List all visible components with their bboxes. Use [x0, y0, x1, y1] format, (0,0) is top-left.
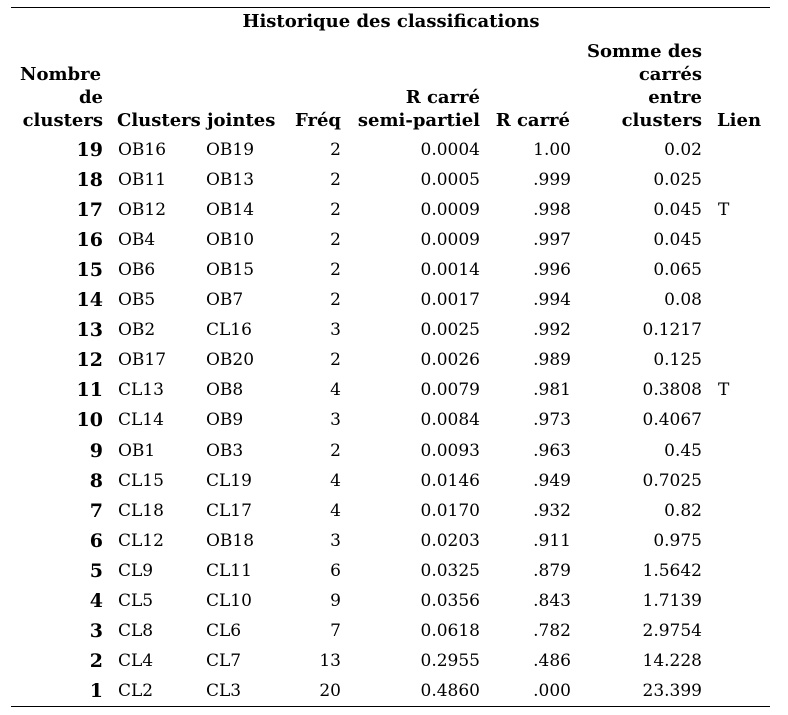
cluster-count: 18	[76, 169, 103, 192]
frequency: 2	[330, 260, 341, 281]
header-line: de	[78, 87, 103, 108]
between-cluster-ss: 0.3808	[642, 380, 702, 401]
r-squared: .911	[533, 530, 571, 551]
joined-cluster-2: OB14	[206, 200, 255, 221]
cluster-count: 16	[76, 229, 103, 252]
tie-flag: T	[718, 380, 730, 401]
header-line: clusters	[621, 110, 702, 131]
table-row	[0, 135, 788, 165]
joined-cluster-2: OB8	[206, 380, 244, 401]
r-squared: .989	[533, 350, 571, 371]
joined-cluster-1: OB1	[118, 440, 156, 461]
frequency: 20	[319, 680, 341, 701]
joined-cluster-2: OB13	[206, 170, 255, 191]
table-row	[0, 556, 788, 586]
cluster-count: 4	[89, 589, 103, 612]
semi-partial-r-squared: 0.0170	[420, 500, 480, 521]
r-squared: .994	[533, 290, 571, 311]
frequency: 3	[330, 530, 341, 551]
between-cluster-ss: 0.045	[653, 200, 702, 221]
table-row	[0, 315, 788, 345]
between-cluster-ss: 0.08	[664, 290, 702, 311]
header-line: Somme des	[587, 41, 702, 62]
header-line: clusters	[22, 110, 103, 131]
frequency: 6	[330, 560, 341, 581]
header-somme-des-carres	[580, 40, 702, 132]
frequency: 2	[330, 170, 341, 191]
table-row	[0, 526, 788, 556]
semi-partial-r-squared: 0.0014	[420, 260, 480, 281]
table-row	[0, 586, 788, 616]
frequency: 2	[330, 290, 341, 311]
semi-partial-r-squared: 0.0005	[420, 170, 480, 191]
joined-cluster-2: CL19	[206, 470, 252, 491]
frequency: 4	[330, 470, 341, 491]
joined-cluster-1: CL9	[118, 560, 154, 581]
semi-partial-r-squared: 0.0026	[420, 350, 480, 371]
header-lien: Lien	[717, 110, 762, 131]
joined-cluster-1: OB11	[118, 170, 167, 191]
joined-cluster-2: OB15	[206, 260, 255, 281]
header-line: semi-partiel	[357, 110, 480, 131]
semi-partial-r-squared: 0.0079	[420, 380, 480, 401]
r-squared: .973	[533, 410, 571, 431]
joined-cluster-1: OB12	[118, 200, 167, 221]
table-row	[0, 255, 788, 285]
semi-partial-r-squared: 0.0009	[420, 230, 480, 251]
r-squared: .981	[533, 380, 571, 401]
joined-cluster-1: CL15	[118, 470, 164, 491]
cluster-count: 12	[76, 349, 103, 372]
between-cluster-ss: 14.228	[642, 650, 702, 671]
semi-partial-r-squared: 0.0025	[420, 320, 480, 341]
frequency: 3	[330, 410, 341, 431]
header-nombre-de-clusters	[20, 63, 103, 132]
joined-cluster-2: CL6	[206, 620, 242, 641]
semi-partial-r-squared: 0.0356	[420, 590, 480, 611]
semi-partial-r-squared: 0.0084	[420, 410, 480, 431]
joined-cluster-2: CL3	[206, 680, 242, 701]
joined-cluster-2: OB7	[206, 290, 244, 311]
table-row	[0, 496, 788, 526]
tie-flag: T	[718, 200, 730, 221]
cluster-count: 14	[76, 289, 103, 312]
between-cluster-ss: 0.975	[653, 530, 702, 551]
joined-cluster-1: CL18	[118, 500, 164, 521]
semi-partial-r-squared: 0.0093	[420, 440, 480, 461]
cluster-count: 2	[89, 649, 103, 672]
joined-cluster-2: CL10	[206, 590, 252, 611]
table-row	[0, 225, 788, 255]
joined-cluster-1: OB4	[118, 230, 156, 251]
cluster-count: 3	[89, 619, 103, 642]
between-cluster-ss: 0.025	[653, 170, 702, 191]
between-cluster-ss: 0.125	[653, 350, 702, 371]
r-squared: 1.00	[533, 140, 571, 160]
joined-cluster-1: CL13	[118, 380, 164, 401]
cluster-count: 7	[89, 499, 103, 522]
header-clusters-jointes: Clusters jointes	[117, 110, 276, 131]
cluster-count: 10	[76, 409, 103, 432]
joined-cluster-2: OB9	[206, 410, 244, 431]
cluster-count: 15	[76, 259, 103, 282]
between-cluster-ss: 1.5642	[642, 560, 702, 581]
cluster-count: 13	[76, 319, 103, 342]
cluster-count: 6	[89, 529, 103, 552]
frequency: 2	[330, 140, 341, 160]
frequency: 2	[330, 440, 341, 461]
joined-cluster-1: OB2	[118, 320, 156, 341]
bottom-rule	[11, 706, 770, 707]
between-cluster-ss: 23.399	[642, 680, 702, 701]
frequency: 2	[330, 200, 341, 221]
cluster-count: 5	[89, 559, 103, 582]
table-row	[0, 405, 788, 435]
table-row	[0, 345, 788, 375]
r-squared: .996	[533, 260, 571, 281]
between-cluster-ss: 1.7139	[642, 590, 702, 611]
between-cluster-ss: 0.045	[653, 230, 702, 251]
joined-cluster-1: CL12	[118, 530, 164, 551]
semi-partial-r-squared: 0.2955	[420, 650, 480, 671]
header-r-carre-semi-partiel	[352, 86, 480, 132]
between-cluster-ss: 0.7025	[642, 470, 702, 491]
joined-cluster-1: OB17	[118, 350, 167, 371]
between-cluster-ss: 0.45	[664, 440, 702, 461]
joined-cluster-1: OB5	[118, 290, 156, 311]
r-squared: .999	[533, 170, 571, 191]
table-row	[0, 375, 788, 405]
joined-cluster-2: OB3	[206, 440, 244, 461]
joined-cluster-2: CL11	[206, 560, 252, 581]
between-cluster-ss: 2.9754	[642, 620, 702, 641]
joined-cluster-1: CL14	[118, 410, 164, 431]
semi-partial-r-squared: 0.0325	[420, 560, 480, 581]
semi-partial-r-squared: 0.0203	[420, 530, 480, 551]
header-line: Nombre	[20, 64, 102, 85]
between-cluster-ss: 0.1217	[642, 320, 702, 341]
table-row	[0, 285, 788, 315]
between-cluster-ss: 0.82	[664, 500, 702, 521]
r-squared: .949	[533, 470, 571, 491]
header-r-carre: R carré	[495, 110, 570, 131]
frequency: 13	[319, 650, 341, 671]
frequency: 9	[330, 590, 341, 611]
r-squared: .932	[533, 500, 571, 521]
semi-partial-r-squared: 0.0004	[420, 140, 480, 160]
joined-cluster-1: CL5	[118, 590, 154, 611]
joined-cluster-1: CL4	[118, 650, 154, 671]
table-row	[0, 466, 788, 496]
joined-cluster-1: OB6	[118, 260, 156, 281]
table-row	[0, 616, 788, 646]
r-squared: .782	[533, 620, 571, 641]
r-squared: .486	[533, 650, 571, 671]
header-line: R carré	[405, 87, 480, 108]
table-row	[0, 646, 788, 676]
table-row	[0, 676, 788, 706]
cluster-count: 9	[89, 439, 103, 462]
joined-cluster-2: CL16	[206, 320, 252, 341]
r-squared: .963	[533, 440, 571, 461]
joined-cluster-2: OB10	[206, 230, 255, 251]
table-row	[0, 195, 788, 225]
header-line: carrés	[638, 64, 702, 85]
header-line: entre	[648, 87, 702, 108]
table-row	[0, 165, 788, 195]
frequency: 4	[330, 380, 341, 401]
frequency: 2	[330, 350, 341, 371]
frequency: 2	[330, 230, 341, 251]
cluster-count: 1	[89, 679, 103, 702]
semi-partial-r-squared: 0.0017	[420, 290, 480, 311]
cluster-count: 19	[76, 139, 103, 161]
semi-partial-r-squared: 0.0146	[420, 470, 480, 491]
r-squared: .000	[533, 680, 571, 701]
cluster-count: 17	[76, 199, 103, 222]
r-squared: .879	[533, 560, 571, 581]
r-squared: .992	[533, 320, 571, 341]
joined-cluster-2: OB18	[206, 530, 255, 551]
r-squared: .997	[533, 230, 571, 251]
cluster-count: 8	[89, 469, 103, 492]
joined-cluster-1: CL2	[118, 680, 154, 701]
between-cluster-ss: 0.065	[653, 260, 702, 281]
table-title: Historique des classifications	[242, 11, 540, 32]
frequency: 4	[330, 500, 341, 521]
semi-partial-r-squared: 0.0009	[420, 200, 480, 221]
header-freq: Fréq	[295, 110, 341, 131]
top-rule	[11, 7, 770, 8]
joined-cluster-1: CL8	[118, 620, 154, 641]
joined-cluster-2: CL7	[206, 650, 242, 671]
frequency: 7	[330, 620, 341, 641]
joined-cluster-2: CL17	[206, 500, 252, 521]
between-cluster-ss: 0.02	[664, 140, 702, 160]
table-row	[0, 436, 788, 466]
frequency: 3	[330, 320, 341, 341]
joined-cluster-2: OB19	[206, 140, 255, 160]
semi-partial-r-squared: 0.0618	[420, 620, 480, 641]
r-squared: .998	[533, 200, 571, 221]
between-cluster-ss: 0.4067	[642, 410, 702, 431]
r-squared: .843	[533, 590, 571, 611]
semi-partial-r-squared: 0.4860	[420, 680, 480, 701]
joined-cluster-2: OB20	[206, 350, 255, 371]
cluster-count: 11	[76, 379, 103, 402]
joined-cluster-1: OB16	[118, 140, 167, 160]
